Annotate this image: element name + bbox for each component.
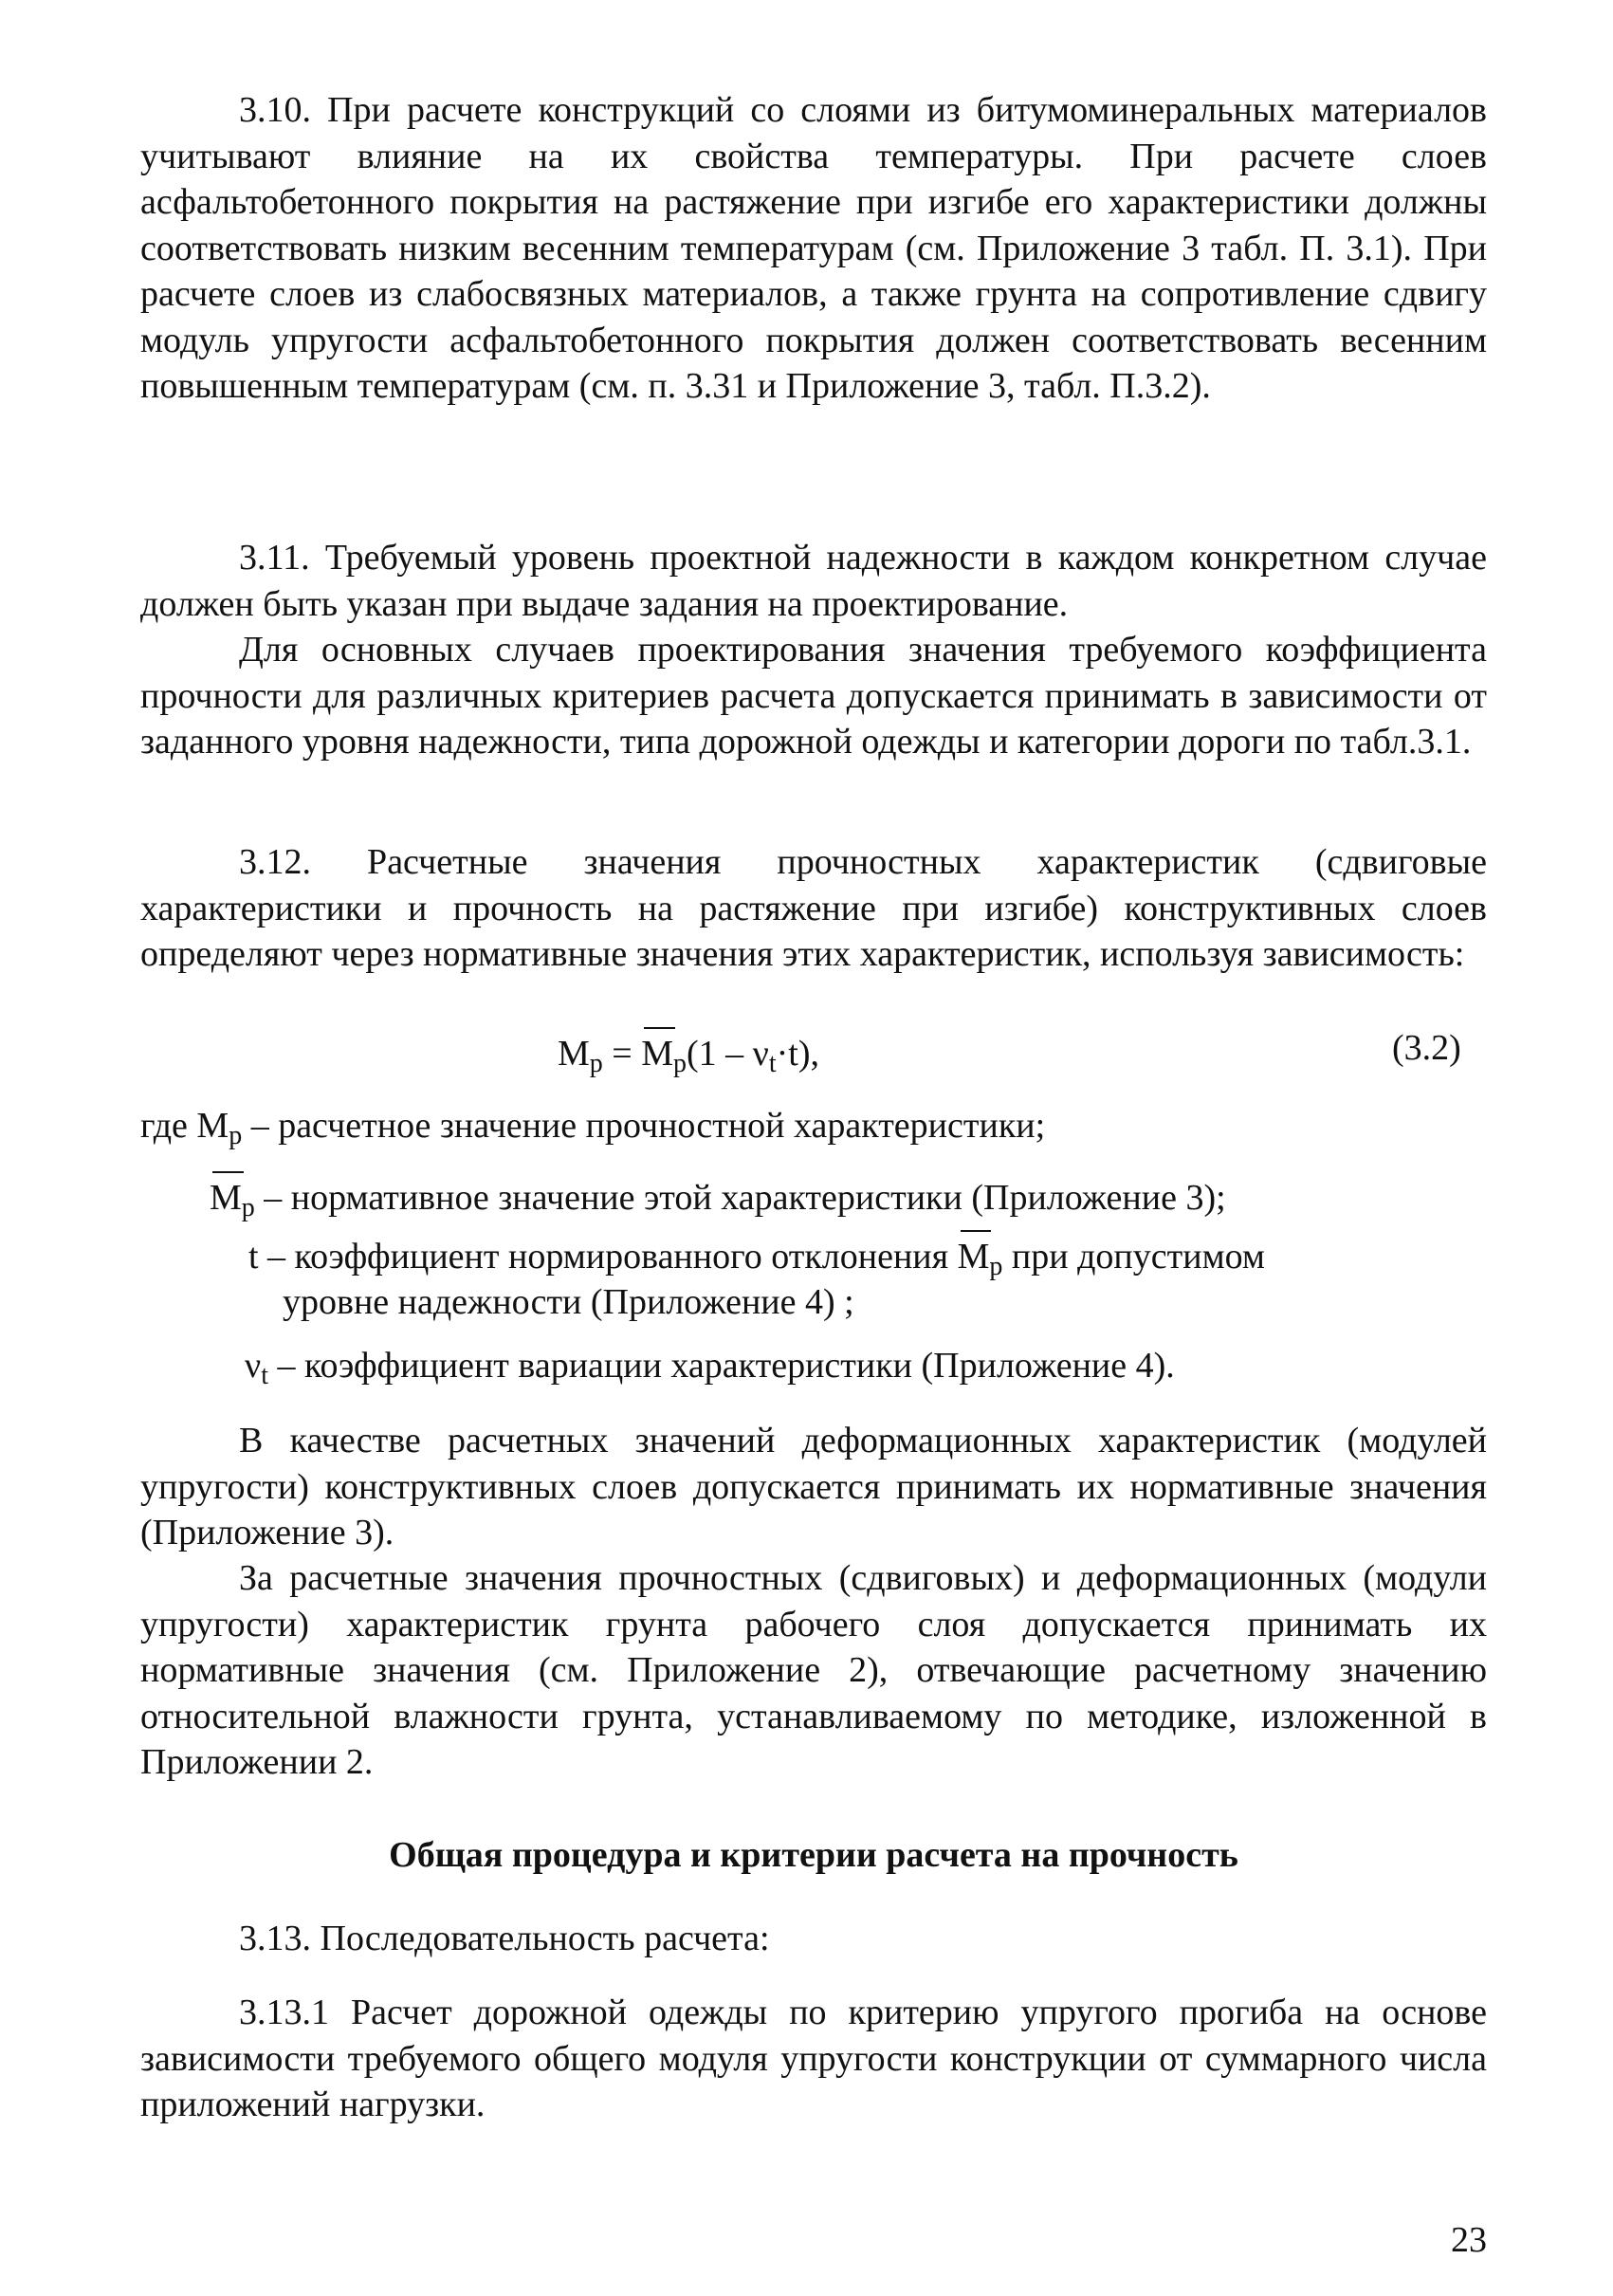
paragraph-3-12: 3.12. Расчетные значения прочностных характеристик (сдвиговые характеристики и прочность на растяжение при изгибе) конструктивных слоев определяют через нормативные значения этих характеристик, используя зависимость: xyxy=(140,842,1487,974)
paragraph-3-11-cont: Для основных случаев проектирования значения требуемого коэффициента прочности для различных критериев расчета допускается принимать в зависимости от заданного уровня надежности, типа дорожной одежды и категории дороги по табл.3.1. xyxy=(140,630,1487,762)
definition-t: t – коэффициент нормированного отклонения $M_p$ при допустимом xyxy=(248,1234,1265,1290)
definition-mp-calc: где $M_p$ – расчетное значение прочностной характеристики; xyxy=(140,1106,1046,1150)
overbar-mp: $M_p$ xyxy=(641,1031,687,1087)
equation-number: (3.2) xyxy=(1392,1028,1461,1068)
paragraph-3-11: 3.11. Требуемый уровень проектной надежности в каждом конкретном случае должен быть указан при выдаче задания на проектирование. Для основных случаев проектирования значения требуемого коэффициента прочности для различных критериев расчета допускается принимать в зависимости от заданного уровня надежности, типа дорожной одежды и категории дороги по табл.3.1. xyxy=(140,535,1487,765)
section-heading: Общая процедура и критерии расчета на прочность xyxy=(389,1835,1238,1875)
definition-mp-norm: $M_p$ – нормативное значение этой характеристики (Приложение 3); xyxy=(210,1175,1226,1231)
paragraph-3-13-1: 3.13.1 Расчет дорожной одежды по критерию упругого прогиба на основе зависимости требуемого общего модуля упругости конструкции от суммарного числа приложений нагрузки. xyxy=(140,1993,1487,2124)
paragraph-3-13: 3.13. Последовательность расчета: xyxy=(239,1919,770,1958)
paragraph-soil: За расчетные значения прочностных (сдвиговых) и деформационных (модули упругости) характеристик грунта рабочего слоя допускается принимать их нормативные значения (см. Приложение 2), отвечающие расчетному значению относительной влажности грунта, устанавливаемому по методике, изложенной в Приложении 2. xyxy=(140,1558,1487,1782)
paragraph-deformation: В качестве расчетных значений деформационных характеристик (модулей упругости) конструктивных слоев допускается принимать их нормативные значения (Приложение 3). xyxy=(140,1421,1487,1552)
definition-vt: $\nu_t$ – коэффициент вариации характеристики (Приложение 4). xyxy=(245,1346,1175,1390)
formula-3-2: $M_p = M_p(1 - \nu_t\cdot t)$, xyxy=(558,1031,819,1087)
paragraph-3-10: 3.10. При расчете конструкций со слоями из битумоминеральных материалов учитывают влияние на их свойства температуры. При расчете слоев асфальтобетонного покрытия на растяжение при изгибе его характеристики должны соответствовать низким весенним температурам (см. Приложение 3 табл. П. 3.1). При расчете слоев из слабосвязных материалов, а также грунта на сопротивление сдвигу модуль упругости асфальтобетонного покрытия должен соответствовать весенним повышенным температурам (см. п. 3.31 и Приложение 3, табл. П.3.2). xyxy=(140,90,1487,406)
definition-t-cont: уровне надежности (Приложение 4) ; xyxy=(283,1282,854,1322)
page-number: 23 xyxy=(1451,2220,1487,2260)
